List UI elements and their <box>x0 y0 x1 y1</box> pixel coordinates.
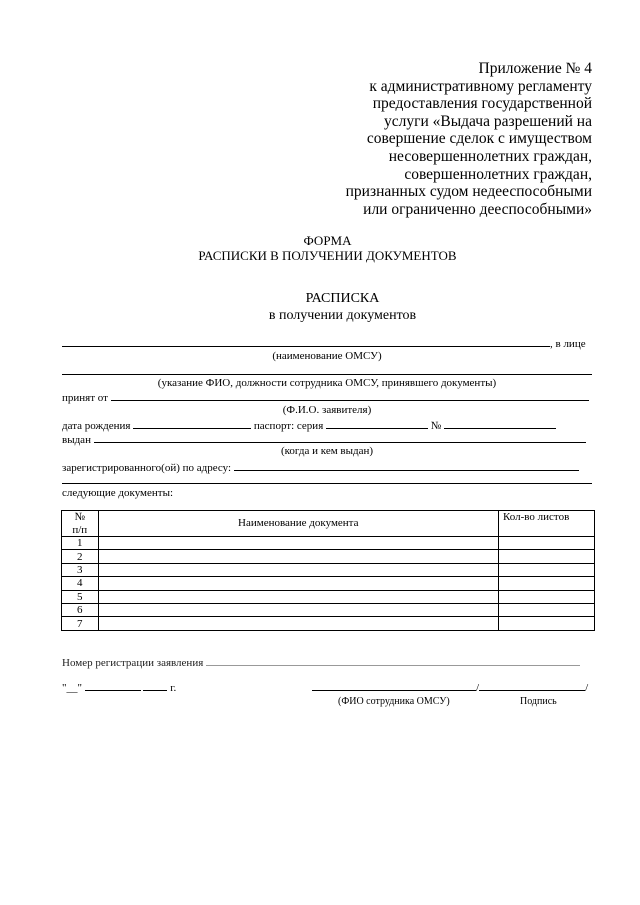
row-sheets[interactable] <box>498 550 594 563</box>
header-document-name: Наименование документа <box>98 511 498 537</box>
address-field-2[interactable] <box>62 483 592 484</box>
applicant-field[interactable] <box>111 390 589 401</box>
table-row <box>62 590 595 603</box>
in-person-label: , в лице <box>550 338 586 350</box>
appendix-line: услуги «Выдача разрешений на <box>384 112 592 130</box>
date-day[interactable]: "__" <box>62 682 82 694</box>
receipt-heading-2: в получении документов <box>268 308 417 323</box>
reg-number-field[interactable] <box>206 655 580 666</box>
row-number: 2 <box>62 550 99 563</box>
header-number-line2: п/п <box>72 523 88 536</box>
appendix-line: предоставления государственной <box>372 95 592 113</box>
appendix-line: совершеннолетних граждан, <box>404 165 592 183</box>
row-sheets[interactable] <box>498 537 594 550</box>
row-document-name[interactable] <box>98 617 498 630</box>
issued-field[interactable] <box>94 432 586 443</box>
appendix-block <box>312 60 592 218</box>
row-document-name[interactable] <box>98 550 498 563</box>
appendix-line: признанных судом недееспособными <box>345 183 592 201</box>
accepted-from-line <box>62 390 592 405</box>
form-heading-2: РАСПИСКИ В ПОЛУЧЕНИИ ДОКУМЕНТОВ <box>198 248 457 263</box>
signature-line <box>312 680 588 694</box>
table-row <box>62 550 595 563</box>
issued-caption: (когда и кем выдан) <box>280 445 374 457</box>
reg-number-label: Номер регистрации заявления <box>62 657 204 669</box>
omsu-line <box>62 336 592 351</box>
table-row <box>62 563 595 576</box>
form-heading-1: ФОРМА <box>303 233 352 248</box>
receipt-heading-1: РАСПИСКА <box>305 291 380 306</box>
table-row <box>62 603 595 616</box>
row-sheets[interactable] <box>498 603 594 616</box>
row-document-name[interactable] <box>98 563 498 576</box>
appendix-line: к административному регламенту <box>369 77 592 95</box>
slash-2: / <box>585 682 589 694</box>
birth-date-field[interactable] <box>133 418 251 429</box>
row-document-name[interactable] <box>98 603 498 616</box>
year-suffix: г. <box>170 682 177 694</box>
row-sheets[interactable] <box>498 617 594 630</box>
employee-fio-field[interactable] <box>312 680 476 691</box>
employee-caption: (указание ФИО, должности сотрудника ОМСУ, принявшего документы) <box>157 377 497 389</box>
birth-date-label: дата рождения <box>62 420 131 432</box>
row-number: 4 <box>62 577 99 590</box>
appendix-line: или ограниченно дееспособными» <box>363 200 592 218</box>
birth-passport-line <box>62 418 592 433</box>
date-year-field[interactable] <box>143 680 167 691</box>
registered-label: зарегистрированного(ой) по адресу: <box>62 462 232 474</box>
accepted-from-label: принят от <box>62 392 108 404</box>
appendix-line: совершение сделок с имуществом <box>366 130 592 148</box>
header-number-line1: № <box>74 511 86 523</box>
row-document-name[interactable] <box>98 537 498 550</box>
passport-series-field[interactable] <box>326 418 428 429</box>
header-sheets: Кол-во листов <box>498 511 594 537</box>
table-row <box>62 617 595 630</box>
registration-line <box>62 655 592 669</box>
address-field[interactable] <box>234 460 579 471</box>
passport-number-label: № <box>430 420 442 432</box>
table-header-row <box>62 511 595 537</box>
row-sheets[interactable] <box>498 577 594 590</box>
table-row <box>62 537 595 550</box>
table-row <box>62 577 595 590</box>
row-number: 6 <box>62 603 99 616</box>
row-sheets[interactable] <box>498 563 594 576</box>
issued-label: выдан <box>62 434 91 446</box>
row-document-name[interactable] <box>98 577 498 590</box>
slash-1: / <box>476 682 480 694</box>
row-number: 1 <box>62 537 99 550</box>
passport-series-label: паспорт: серия <box>253 420 324 432</box>
row-number: 5 <box>62 590 99 603</box>
row-document-name[interactable] <box>98 590 498 603</box>
employee-fio-caption: (ФИО сотрудника ОМСУ) <box>338 696 450 707</box>
appendix-line: Приложение № 4 <box>478 60 592 77</box>
header-number <box>62 511 99 537</box>
date-month-field[interactable] <box>85 680 141 691</box>
row-number: 3 <box>62 563 99 576</box>
employee-field[interactable] <box>62 374 592 375</box>
signature-field[interactable] <box>479 680 585 691</box>
date-line <box>62 680 176 694</box>
applicant-caption: (Ф.И.О. заявителя) <box>282 404 372 416</box>
appendix-line: несовершеннолетних граждан, <box>388 147 592 165</box>
address-line <box>62 460 592 475</box>
following-docs-label: следующие документы: <box>62 487 174 499</box>
row-number: 7 <box>62 617 99 630</box>
omsu-field[interactable] <box>62 336 550 347</box>
row-sheets[interactable] <box>498 590 594 603</box>
documents-table <box>61 510 595 631</box>
signature-caption: Подпись <box>520 696 557 707</box>
omsu-caption: (наименование ОМСУ) <box>272 350 382 362</box>
passport-number-field[interactable] <box>444 418 556 429</box>
